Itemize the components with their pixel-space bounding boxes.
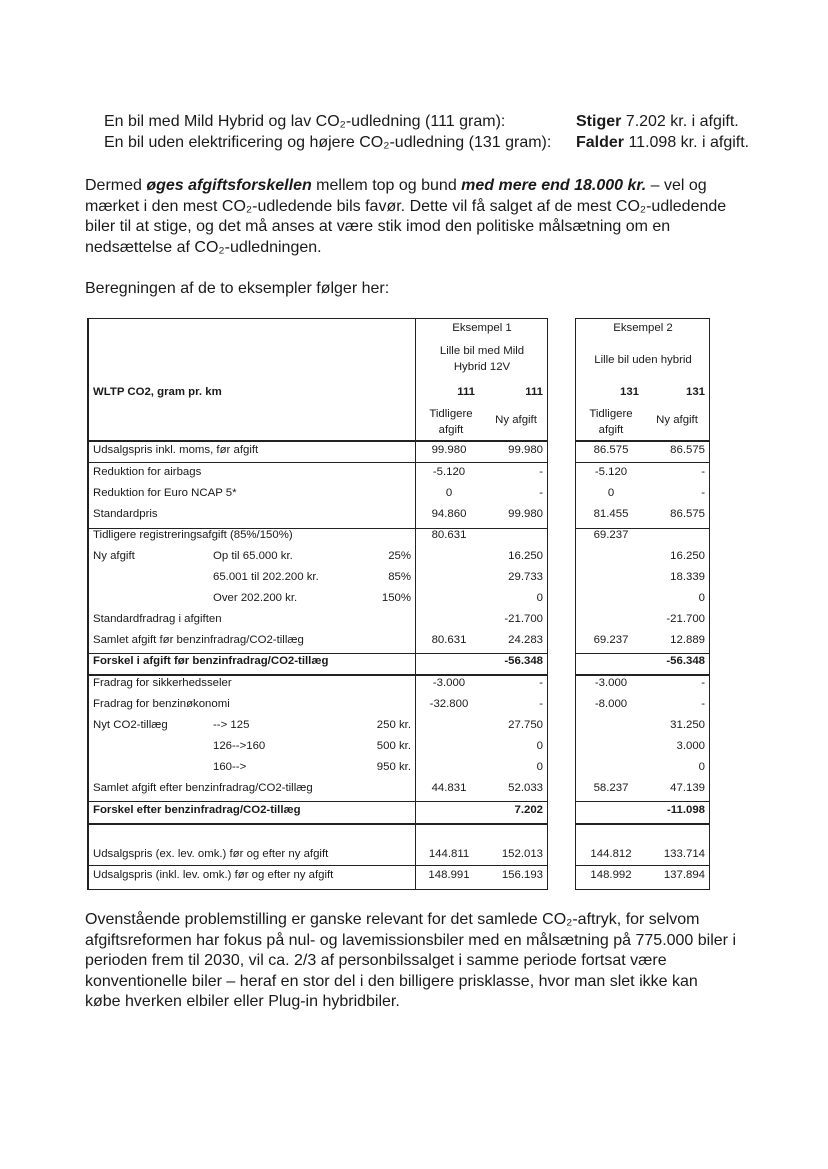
comparison-text-1: En bil med Mild Hybrid og lav CO₂-udledning (111 gram): <box>104 113 506 130</box>
paragraph-3 <box>85 910 765 1013</box>
table-row-rate: 85% <box>388 571 411 583</box>
table-rule <box>87 801 548 802</box>
paragraph-1-line-4: nedsættelse af CO₂-udledningen. <box>85 238 322 256</box>
table-cell: 144.812 <box>590 848 632 860</box>
table-cell: 27.750 <box>508 719 543 731</box>
ex1-col-prev-2: afgift <box>438 424 464 436</box>
ex1-col-new-header: Ny afgift <box>495 414 537 426</box>
table-cell: -5.120 <box>594 466 628 478</box>
ex1-subtitle-1: Lille bil med Mild <box>439 345 525 357</box>
table-cell: 156.193 <box>501 869 543 881</box>
table-cell: 0 <box>445 487 453 499</box>
paragraph-1-line-2: mærket i den mest CO₂-udledende bils favør. Dette vil få salget af de mest CO₂-udledende <box>85 197 727 215</box>
p1-emphasis-1: øges afgiftsforskellen <box>146 177 312 194</box>
ex1-subtitle-2: Hybrid 12V <box>453 361 511 373</box>
table-rule <box>415 318 416 890</box>
table-row-label: Reduktion for airbags <box>93 466 202 478</box>
table-rule <box>87 440 548 442</box>
table-row-sublabel: --> 125 <box>213 719 250 731</box>
table-row-sublabel: 160--> <box>213 761 247 773</box>
table-cell: 133.714 <box>663 848 705 860</box>
table-cell: 99.980 <box>508 508 543 520</box>
table-cell: 16.250 <box>670 550 705 562</box>
table-cell: 0 <box>607 487 615 499</box>
table-rule <box>87 462 548 463</box>
ex1-col-prev-1: Tidligere <box>429 408 473 420</box>
paragraph-3-line: konventionelle biler – heraf en stor del i den billigere prisklasse, hvor man slet ikke kan <box>85 972 698 990</box>
paragraph-3-line: købe hverken elbiler eller Plug-in hybridbiler. <box>85 993 400 1010</box>
table-cell: -56.348 <box>666 655 705 667</box>
table-row-label: Udsalgspris inkl. moms, før afgift <box>93 444 259 456</box>
table-rule <box>575 462 710 463</box>
table-cell: -8.000 <box>594 698 628 710</box>
table-cell: 29.733 <box>508 571 543 583</box>
table-row-label: Reduktion for Euro NCAP 5* <box>93 487 237 499</box>
table-cell: 12.889 <box>670 634 705 646</box>
table-row-rate: 250 kr. <box>376 719 411 731</box>
wltp-ex2-prev: 131 <box>619 386 639 398</box>
table-row-label: Fradrag for sikkerhedsseler <box>93 677 232 689</box>
table-row-label: Fradrag for benzinøkonomi <box>93 698 230 710</box>
table-rule <box>575 865 710 866</box>
table-cell: -56.348 <box>504 655 543 667</box>
wltp-label: WLTP CO2, gram pr. km <box>93 386 222 398</box>
table-rule <box>575 674 710 676</box>
paragraph-1-line-3: biler til at stige, og det må anses at være stik imod den politiske målsætning om en <box>85 218 671 235</box>
table-cell: 94.860 <box>431 508 467 520</box>
table-row-sublabel: Over 202.200 kr. <box>213 592 298 604</box>
table-cell: 99.980 <box>508 444 543 456</box>
ex2-col-prev-2: afgift <box>598 424 624 436</box>
ex2-col-prev-1: Tidligere <box>589 408 633 420</box>
paragraph-3-line: perioden frem til 2030, vil ca. 2/3 af personbilssalget i samme periode fortsat være <box>85 952 667 969</box>
ex2-subtitle: Lille bil uden hybrid <box>594 354 692 366</box>
ex2-title: Eksempel 2 <box>613 322 673 334</box>
ex1-title: Eksempel 1 <box>452 322 512 334</box>
table-row-label: Udsalgspris (ex. lev. omk.) før og efter ny afgift <box>93 848 329 860</box>
table-rule <box>575 318 576 890</box>
table-rule <box>575 440 710 442</box>
table-cell: -3.000 <box>594 677 628 689</box>
table-row-label: Standardfradrag i afgiften <box>93 613 222 625</box>
table-rule <box>87 528 548 529</box>
table-rule <box>87 823 548 825</box>
table-cell: - <box>701 698 705 710</box>
comparison-rest-2: 11.098 kr. i afgift. <box>624 134 750 151</box>
comparison-result-1 <box>576 113 739 131</box>
table-cell: -32.800 <box>429 698 469 710</box>
table-rule <box>709 318 710 890</box>
wltp-ex2-new: 131 <box>685 386 705 398</box>
table-cell: -21.700 <box>666 613 705 625</box>
table-cell: - <box>539 677 543 689</box>
table-cell: - <box>539 466 543 478</box>
calculation-table <box>87 318 711 890</box>
table-row-label: Udsalgspris (inkl. lev. omk.) før og efter ny afgift <box>93 869 334 881</box>
table-cell: 86.575 <box>670 508 705 520</box>
table-rule <box>575 801 710 802</box>
table-cell: 0 <box>536 592 543 604</box>
table-cell: 0 <box>698 761 705 773</box>
table-row-label: Samlet afgift efter benzinfradrag/CO2-tillæg <box>93 782 313 794</box>
table-cell: 18.339 <box>670 571 705 583</box>
table-cell: 80.631 <box>431 529 467 541</box>
table-cell: 0 <box>698 592 705 604</box>
table-rule <box>575 823 710 825</box>
table-cell: 69.237 <box>593 529 629 541</box>
wltp-ex1-new: 111 <box>525 386 543 398</box>
p1-text-e: – vel og <box>646 177 707 194</box>
table-cell: 80.631 <box>431 634 467 646</box>
table-row-label: Ny afgift <box>93 550 135 562</box>
table-cell: 148.992 <box>590 869 632 881</box>
table-row-sublabel: 65.001 til 202.200 kr. <box>213 571 319 583</box>
ex2-col-prev-header <box>577 406 645 438</box>
table-rule <box>575 889 710 890</box>
table-row-label: Standardpris <box>93 508 158 520</box>
table-cell: - <box>701 466 705 478</box>
table-row-rate: 500 kr. <box>376 740 411 752</box>
table-cell: 0 <box>536 761 543 773</box>
table-cell: 148.991 <box>428 869 470 881</box>
table-row-rate: 150% <box>381 592 411 604</box>
comparison-verb-1: Stiger <box>576 113 622 130</box>
table-rule <box>575 528 710 529</box>
table-rule <box>87 889 548 890</box>
paragraph-3-line: afgiftsreformen har fokus på nul- og lavemissionsbiler med en målsætning på 775.000 biler i <box>85 931 737 949</box>
table-row-rate: 25% <box>388 550 411 562</box>
table-rule <box>575 318 710 319</box>
table-cell: 137.894 <box>663 869 705 881</box>
table-rule <box>88 318 89 890</box>
table-cell: -11.098 <box>666 804 705 816</box>
p1-text-c: mellem top og bund <box>311 177 462 194</box>
comparison-result-2 <box>576 134 749 152</box>
table-row-label: Forskel i afgift før benzinfradrag/CO2-tillæg <box>93 655 329 667</box>
table-rule <box>87 865 548 866</box>
table-cell: 7.202 <box>514 804 543 816</box>
table-row-label: Nyt CO2-tillæg <box>93 719 168 731</box>
paragraph-2: Beregningen af de to eksempler følger her: <box>85 280 390 297</box>
table-cell: 144.811 <box>428 848 470 860</box>
table-cell: - <box>701 677 705 689</box>
comparison-rest-1: 7.202 kr. i afgift. <box>621 113 739 130</box>
table-cell: 52.033 <box>508 782 543 794</box>
table-rule <box>87 318 416 319</box>
table-cell: -3.000 <box>432 677 466 689</box>
table-cell: - <box>701 487 705 499</box>
table-row-rate: 950 kr. <box>376 761 411 773</box>
table-cell: 31.250 <box>670 719 705 731</box>
table-cell: 152.013 <box>501 848 543 860</box>
paragraph-3-line: Ovenstående problemstilling er ganske relevant for det samlede CO₂-aftryk, for selvom <box>85 911 700 928</box>
table-cell: 16.250 <box>508 550 543 562</box>
table-cell: -21.700 <box>504 613 543 625</box>
ex2-col-new-header: Ny afgift <box>656 414 698 426</box>
table-row-sublabel: 126-->160 <box>213 740 266 752</box>
table-row-sublabel: Op til 65.000 kr. <box>213 550 293 562</box>
table-cell: 86.575 <box>670 444 705 456</box>
table-cell: 47.139 <box>670 782 705 794</box>
paragraph-1 <box>85 176 765 258</box>
table-cell: - <box>539 487 543 499</box>
ex1-col-prev-header <box>417 406 485 438</box>
table-cell: 69.237 <box>593 634 629 646</box>
p1-emphasis-2: med mere end 18.000 kr. <box>461 177 647 194</box>
table-cell: 58.237 <box>593 782 629 794</box>
table-rule <box>547 318 548 890</box>
table-cell: 99.980 <box>431 444 467 456</box>
table-cell: 24.283 <box>508 634 543 646</box>
comparison-verb-2: Falder <box>576 134 625 151</box>
table-rule <box>87 674 548 676</box>
table-cell: 3.000 <box>676 740 705 752</box>
wltp-ex1-prev: 111 <box>457 386 475 398</box>
table-cell: - <box>539 698 543 710</box>
comparison-text-2: En bil uden elektrificering og højere CO₂-udledning (131 gram): <box>104 134 552 151</box>
table-cell: -5.120 <box>432 466 466 478</box>
paragraph-1-line-1 <box>85 176 765 197</box>
table-rule <box>87 653 548 654</box>
table-row-label: Forskel efter benzinfradrag/CO2-tillæg <box>93 804 301 816</box>
table-cell: 86.575 <box>593 444 629 456</box>
table-rule <box>415 318 548 319</box>
table-row-label: Samlet afgift før benzinfradrag/CO2-tillæg <box>93 634 304 646</box>
table-cell: 0 <box>536 740 543 752</box>
table-cell: 81.455 <box>593 508 629 520</box>
table-rule <box>575 653 710 654</box>
p1-text-a: Dermed <box>85 177 147 194</box>
table-cell: 44.831 <box>431 782 467 794</box>
table-row-label: Tidligere registreringsafgift (85%/150%) <box>93 529 293 541</box>
